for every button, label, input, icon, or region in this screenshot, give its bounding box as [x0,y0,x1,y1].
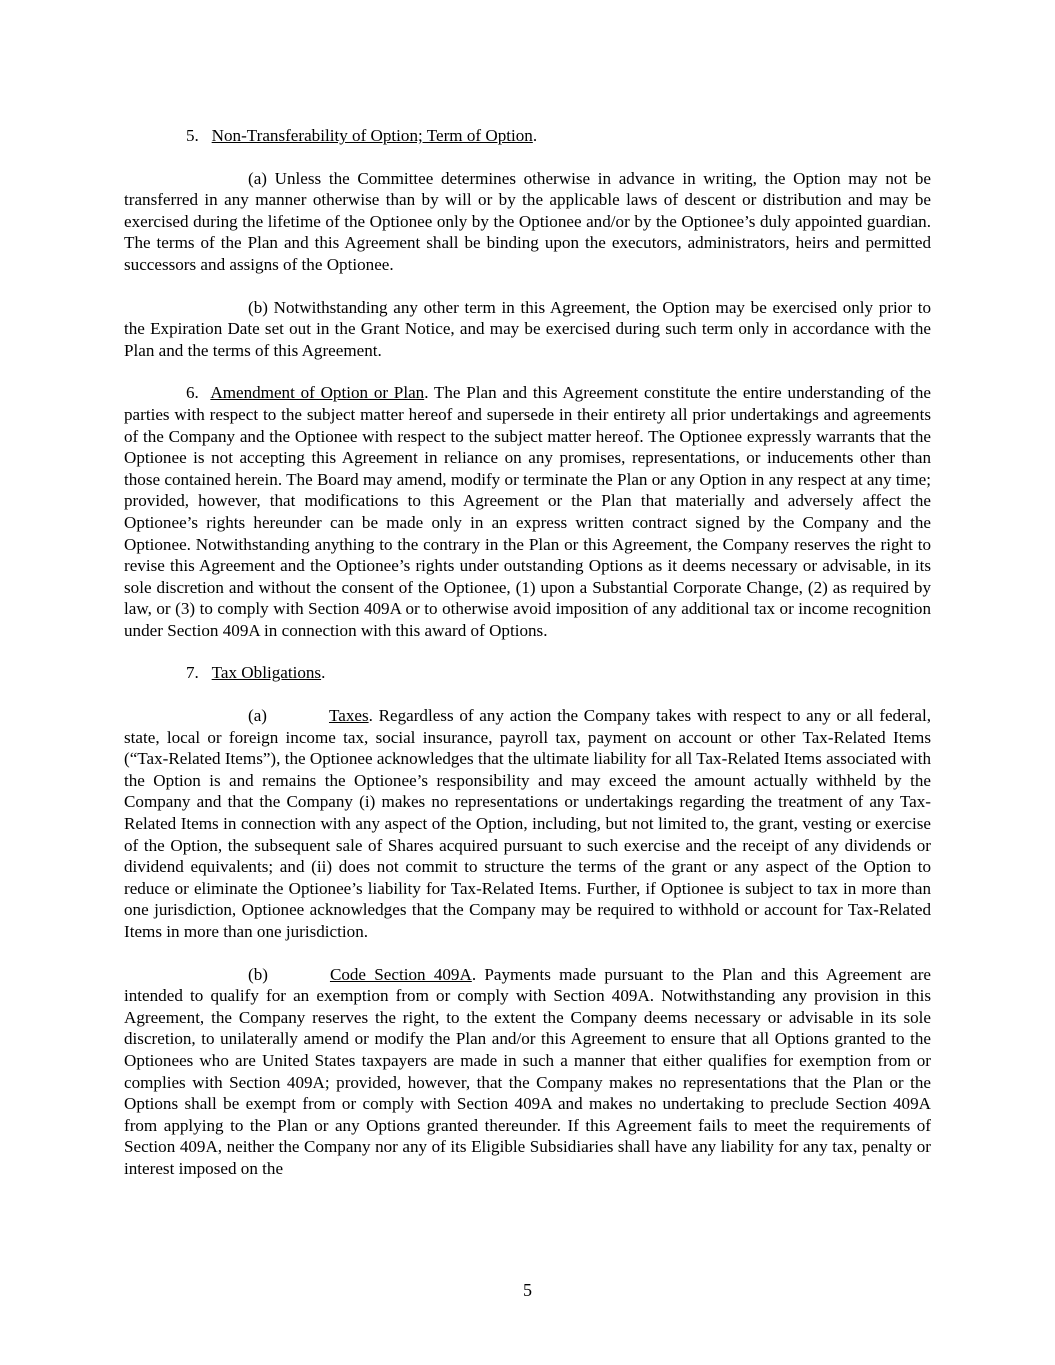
section-7-heading: 7. Tax Obligations. [186,663,326,683]
section-7-number: 7. [186,663,199,683]
section-5-heading: 5. Non-Transferability of Option; Term of Option. [186,126,538,145]
section-5-title: Non-Transferability of Option; Term of Option [211,126,533,145]
section-7a-label: (a) [248,706,267,726]
page-number: 5 [523,1280,532,1300]
section-7b-paragraph [124,964,931,1180]
section-7-title: Tax Obligations [211,663,322,683]
section-5b-paragraph: (b) Notwithstanding any other term in this Agreement, the Option may be exercised only prior to the Expiration Date set out in the Grant Notice, and may be exercised during such term only in accordance with the Plan and the terms of this Agreement. [124,297,931,360]
section-6-number: 6. [186,383,199,403]
section-6-title: Amendment of Option or Plan [210,383,425,403]
section-5-number: 5. [186,126,199,145]
section-7b-label: (b) [248,964,268,984]
document-body [124,125,931,1201]
section-7a-title: Taxes [328,706,369,726]
section-6-paragraph [124,382,931,641]
section-7a-body: . Regardless of any action the Company takes with respect to any or all federal, state, local or foreign income tax, social insurance, payroll tax, payment on account or other Tax-Related Items (“Tax-Related Items”), the Optionee acknowledges that the ultimate liability for all Tax-Related Items associated with the Option is and remains the Optionee’s responsibility and may exceed the amount actually withheld by the Company and that the Company (i) makes no representations or undertakings regarding the treatment of any Tax-Related Items in connection with any aspect of the Option, including, but not limited to, the grant, vesting or exercise of the Option, the subsequent sale of Shares acquired pursuant to such exercise and the receipt of any dividends or dividend equivalents; and (ii) does not commit to structure the terms of the grant or any aspect of the Option to reduce or eliminate the Optionee’s liability for Tax-Related Items. Further, if Optionee is subject to tax in more than one jurisdiction, Optionee acknowledges that the Company may be required to withhold or account for Tax-Related Items in more than one jurisdiction. [124,706,931,941]
section-6-body: . The Plan and this Agreement constitute the entire understanding of the parties with respect to the subject matter hereof and supersede in their entirety all prior undertakings and agreements of the Company and the Optionee with respect to the subject matter hereof. The Optionee expressly warrants that the Optionee is not accepting this Agreement in reliance on any promises, representations, or inducements other than those contained herein. The Board may amend, modify or terminate the Plan or any Option in any respect at any time; provided, however, that modifications to this Agreement or the Plan that materially and adversely affect the Optionee’s rights hereunder can be made only in an express written contract signed by the Company and the Optionee. Notwithstanding anything to the contrary in the Plan or this Agreement, the Company reserves the right to revise this Agreement and the Optionee’s rights under outstanding Options as it deems necessary or advisable, in its sole discretion and without the consent of the Optionee, (1) upon a Substantial Corporate Change, (2) as required by law, or (3) to comply with Section 409A or to otherwise avoid imposition of any additional tax or income recognition under Section 409A in connection with this award of Options. [124,383,931,640]
section-7b-body: . Payments made pursuant to the Plan and this Agreement are intended to qualify for an exemption from or comply with Section 409A. Notwithstanding any provision in this Agreement, the Company reserves the right, to the extent the Company deems necessary or advisable in its sole discretion, to unilaterally amend or modify the Plan and/or this Agreement to ensure that all Options granted to the Optionees who are United States taxpayers are made in such a manner that either qualifies for exemption from or complies with Section 409A; provided, however, that the Company makes no representations that the Plan or the Options shall be exempt from or comply with Section 409A and makes no undertaking to preclude Section 409A from applying to the Plan or any Options granted thereunder. If this Agreement fails to meet the requirements of Section 409A, neither the Company nor any of its Eligible Subsidiaries shall have any liability for any tax, penalty or interest imposed on the [124,964,931,1178]
section-5a-paragraph: (a) Unless the Committee determines otherwise in advance in writing, the Option may not be transferred in any manner otherwise than by will or by the applicable laws of descent or distribution and may be exercised during the lifetime of the Optionee only by the Optionee and/or by the Optionee’s duly appointed guardian. The terms of the Plan and this Agreement shall be binding upon the executors, administrators, heirs and permitted successors and assigns of the Optionee. [124,168,931,274]
section-7b-title: Code Section 409A [329,964,472,984]
section-7a-paragraph [124,705,931,943]
